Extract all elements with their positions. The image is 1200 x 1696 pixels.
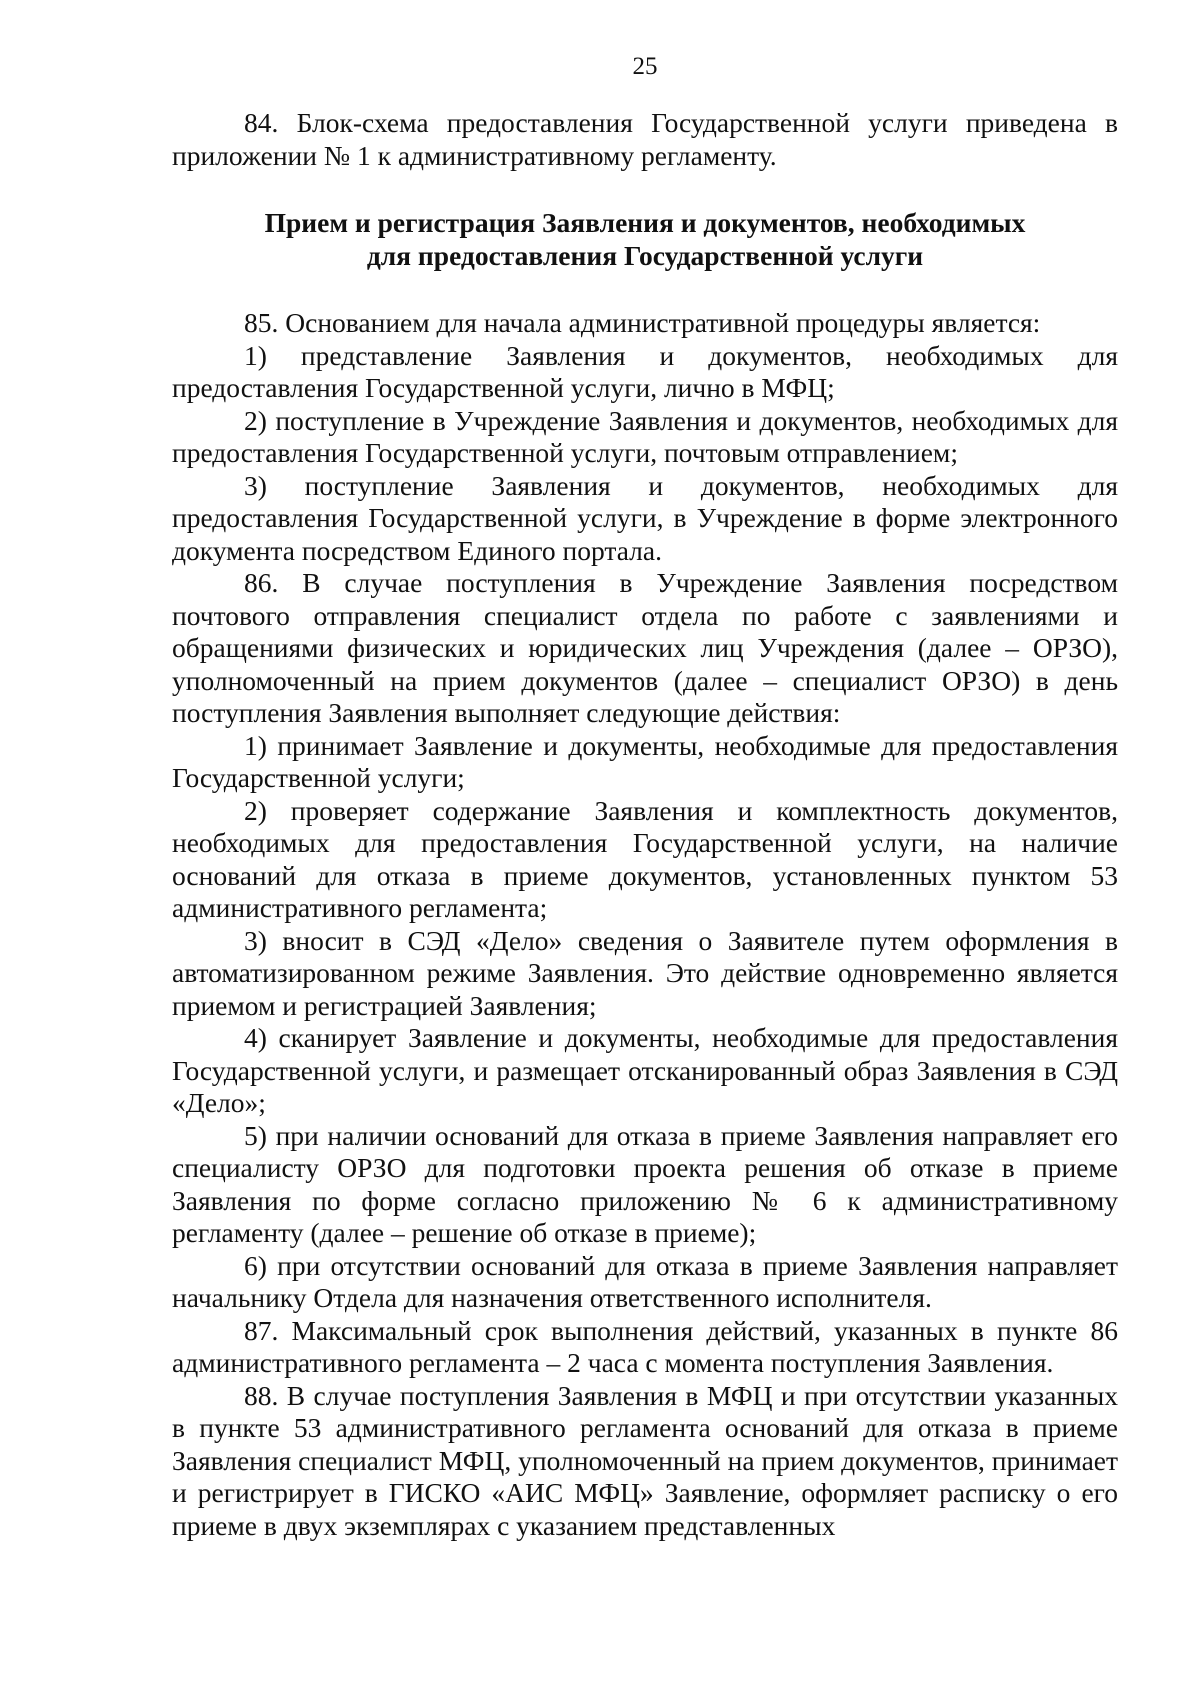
list-item-86-1: 1) принимает Заявление и документы, необходимые для предоставления Государственной услуги;	[172, 729, 1118, 793]
list-item-85-2: 2) поступление в Учреждение Заявления и документов, необходимых для предоставления Государственной услуги, почтовым отправлением;	[172, 404, 1118, 468]
list-item-86-3: 3) вносит в СЭД «Дело» сведения о Заявителе путем оформления в автоматизированном режиме Заявления. Это действие одновременно является приемом и регистрацией Заявления;	[172, 924, 1118, 1021]
list-item-86-6: 6) при отсутствии оснований для отказа в приеме Заявления направляет начальнику Отдела для назначения ответственного исполнителя.	[172, 1249, 1118, 1313]
list-item-86-5: 5) при наличии оснований для отказа в приеме Заявления направляет его специалисту ОРЗО для подготовки проекта решения об отказе в приеме Заявления по форме согласно приложению № 6 к административному регламенту (далее – решение об отказе в приеме);	[172, 1119, 1118, 1248]
paragraph-84: 84. Блок-схема предоставления Государственной услуги приведена в приложении № 1 к административному регламенту.	[172, 107, 1118, 171]
paragraph-88: 88. В случае поступления Заявления в МФЦ и при отсутствии указанных в пункте 53 административного регламента оснований для отказа в приеме Заявления специалист МФЦ, уполномоченный на прием документов, принимает и регистрирует в ГИСКО «АИС МФЦ» Заявление, оформляет расписку о его приеме в двух экземплярах с указанием представленных	[172, 1379, 1118, 1541]
list-item-86-4: 4) сканирует Заявление и документы, необходимые для предоставления Государственной услуги, и размещает отсканированный образ Заявления в СЭД «Дело»;	[172, 1022, 1118, 1118]
section-heading-line-2: для предоставления Государственной услуги	[366, 239, 924, 271]
list-item-85-3: 3) поступление Заявления и документов, необходимых для предоставления Государственной услуги, в Учреждение в форме электронного документа посредством Единого портала.	[172, 469, 1118, 566]
document-page	[172, 52, 1118, 1542]
paragraph-87: 87. Максимальный срок выполнения действий, указанных в пункте 86 административного регламента – 2 часа с момента поступления Заявления.	[172, 1314, 1118, 1378]
page-number: 25	[632, 53, 658, 80]
list-item-85-1: 1) представление Заявления и документов, необходимых для предоставления Государственной услуги, лично в МФЦ;	[172, 339, 1118, 403]
section-heading	[172, 207, 1118, 272]
paragraph-85: 85. Основанием для начала административной процедуры является:	[244, 307, 1041, 338]
paragraph-86: 86. В случае поступления в Учреждение Заявления посредством почтового отправления специалист отдела по работе с заявлениями и обращениями физических и юридических лиц Учреждения (далее – ОРЗО), уполномоченный на прием документов (далее – специалист ОРЗО) в день поступления Заявления выполняет следующие действия:	[172, 567, 1118, 728]
list-item-86-2: 2) проверяет содержание Заявления и комплектность документов, необходимых для предоставления Государственной услуги, на наличие оснований для отказа в приеме документов, установленных пунктом 53 административного регламента;	[172, 794, 1118, 923]
section-heading-line-1: Прием и регистрация Заявления и документов, необходимых	[264, 207, 1026, 238]
